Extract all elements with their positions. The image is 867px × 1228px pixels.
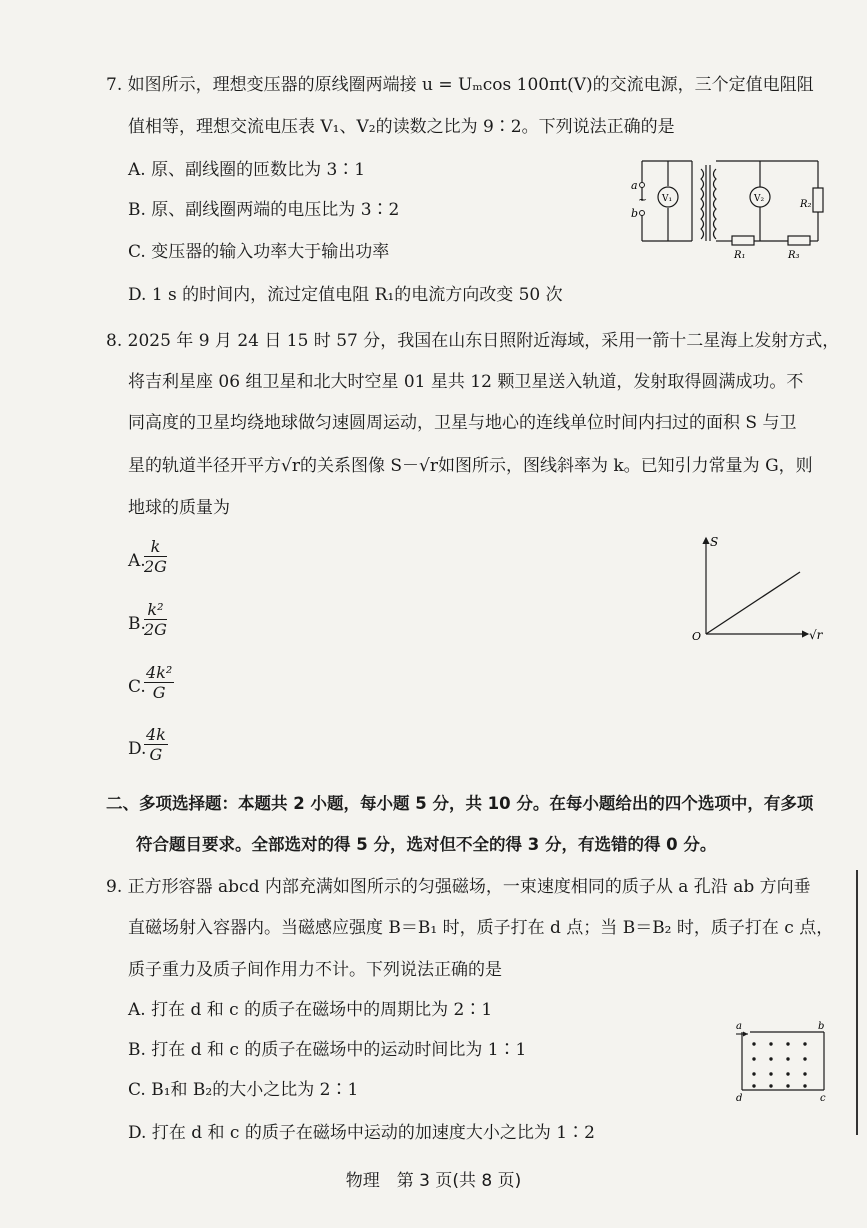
q8-stem-line2: 将吉利星座 06 组卫星和北大时空星 01 星共 12 颗卫星送入轨道，发射取得圆满成功。不 [128, 372, 804, 392]
q8-graph-origin-label: O [692, 630, 702, 643]
q7-option-c: C. 变压器的输入功率大于输出功率 [128, 242, 390, 262]
q8-stem-line5: 地球的质量为 [128, 498, 230, 518]
q8-option-c-denominator: G [152, 683, 166, 702]
q7-transformer-circuit-diagram [628, 157, 832, 261]
section2-heading-line1: 二、多项选择题：本题共 2 小题，每小题 5 分，共 10 分。在每小题给出的四个选项中，有多项 [106, 794, 814, 813]
q8-option-d-label: D. [128, 739, 147, 759]
q8-option-a-fraction [144, 538, 167, 577]
page-footer: 物理 第 3 页(共 8 页) [345, 1171, 522, 1191]
q9-stem-line2: 直磁场射入容器内。当磁感应强度 B＝B₁ 时，质子打在 d 点；当 B＝B₂ 时，质子打在 c 点， [128, 918, 834, 938]
q9-option-d: D. 打在 d 和 c 的质子在磁场中运动的加速度大小之比为 1∶2 [128, 1123, 595, 1143]
ac-source-symbol: ~ [638, 193, 648, 206]
corner-b-label: b [818, 1021, 825, 1032]
q9-option-c: C. B₁和 B₂的大小之比为 2∶1 [128, 1080, 359, 1100]
q9-magnetic-field-square [728, 1020, 832, 1104]
q8-option-a-denominator: 2G [144, 557, 167, 576]
terminal-b-label: b [631, 207, 639, 220]
q9-stem-line1: 9. 正方形容器 abcd 内部充满如图所示的匀强磁场，一束速度相同的质子从 a 孔沿 ab 方向垂 [106, 877, 811, 897]
q7-option-d: D. 1 s 的时间内，流过定值电阻 R₁的电流方向改变 50 次 [128, 285, 563, 305]
resistor-r3-label: R₃ [788, 250, 800, 261]
q8-option-b-label: B. [128, 614, 146, 634]
q8-stem-line4: 星的轨道半径开平方√r的关系图像 S－√r如图所示，图线斜率为 k。已知引力常量为 G，则 [128, 456, 813, 476]
q8-option-a-numerator: k [144, 538, 167, 557]
voltmeter-v1-label: V₁ [662, 194, 673, 204]
q8-option-c-label: C. [128, 677, 146, 697]
q9-option-a: A. 打在 d 和 c 的质子在磁场中的周期比为 2∶1 [128, 1000, 493, 1020]
q8-option-b-fraction [144, 601, 167, 640]
terminal-a-label: a [631, 179, 638, 192]
q8-stem-line1: 8. 2025 年 9 月 24 日 15 时 57 分，我国在山东日照附近海域，采用一箭十二星海上发射方式， [106, 331, 840, 351]
q8-graph-y-label: S [710, 535, 719, 549]
q9-option-b: B. 打在 d 和 c 的质子在磁场中的运动时间比为 1∶1 [128, 1040, 527, 1060]
q8-graph-x-label: √r [809, 628, 823, 642]
section2-heading-line2: 符合题目要求。全部选对的得 5 分，选对但不全的得 3 分，有选错的得 0 分。 [136, 835, 717, 854]
margin-rule [856, 870, 858, 1135]
q8-graph-line [706, 572, 800, 634]
q8-option-b-numerator: k² [144, 601, 167, 620]
resistor-r1-label: R₁ [734, 250, 746, 261]
corner-c-label: c [820, 1093, 826, 1104]
corner-a-label: a [736, 1021, 742, 1032]
corner-d-label: d [736, 1093, 743, 1104]
voltmeter-v2-label: V₂ [754, 194, 765, 204]
q8-option-c-fraction [144, 664, 174, 703]
q8-option-a-label: A. [128, 551, 146, 571]
q8-option-b-denominator: 2G [144, 620, 167, 639]
q8-stem-line3: 同高度的卫星均绕地球做匀速圆周运动，卫星与地心的连线单位时间内扫过的面积 S 与卫 [128, 413, 797, 433]
resistor-r2-label: R₂ [800, 199, 812, 210]
q8-option-d-numerator: 4k [146, 725, 166, 744]
q8-option-d-fraction [144, 726, 168, 765]
q7-stem-line1: 7. 如图所示，理想变压器的原线圈两端接 u = Uₘcos 100πt(V)的交流电源，三个定值电阻阻 [106, 75, 814, 95]
q9-stem-line3: 质子重力及质子间作用力不计。下列说法正确的是 [128, 960, 502, 980]
q7-stem-line2: 值相等，理想交流电压表 V₁、V₂的读数之比为 9∶2。下列说法正确的是 [128, 117, 675, 137]
q8-s-sqrt-r-graph [686, 532, 834, 644]
q8-option-d-denominator: G [149, 745, 163, 764]
q8-option-c-numerator: 4k² [146, 663, 173, 682]
field-dots [752, 1042, 806, 1087]
q7-option-a: A. 原、副线圈的匝数比为 3∶1 [128, 160, 366, 180]
q7-option-b: B. 原、副线圈两端的电压比为 3∶2 [128, 200, 400, 220]
